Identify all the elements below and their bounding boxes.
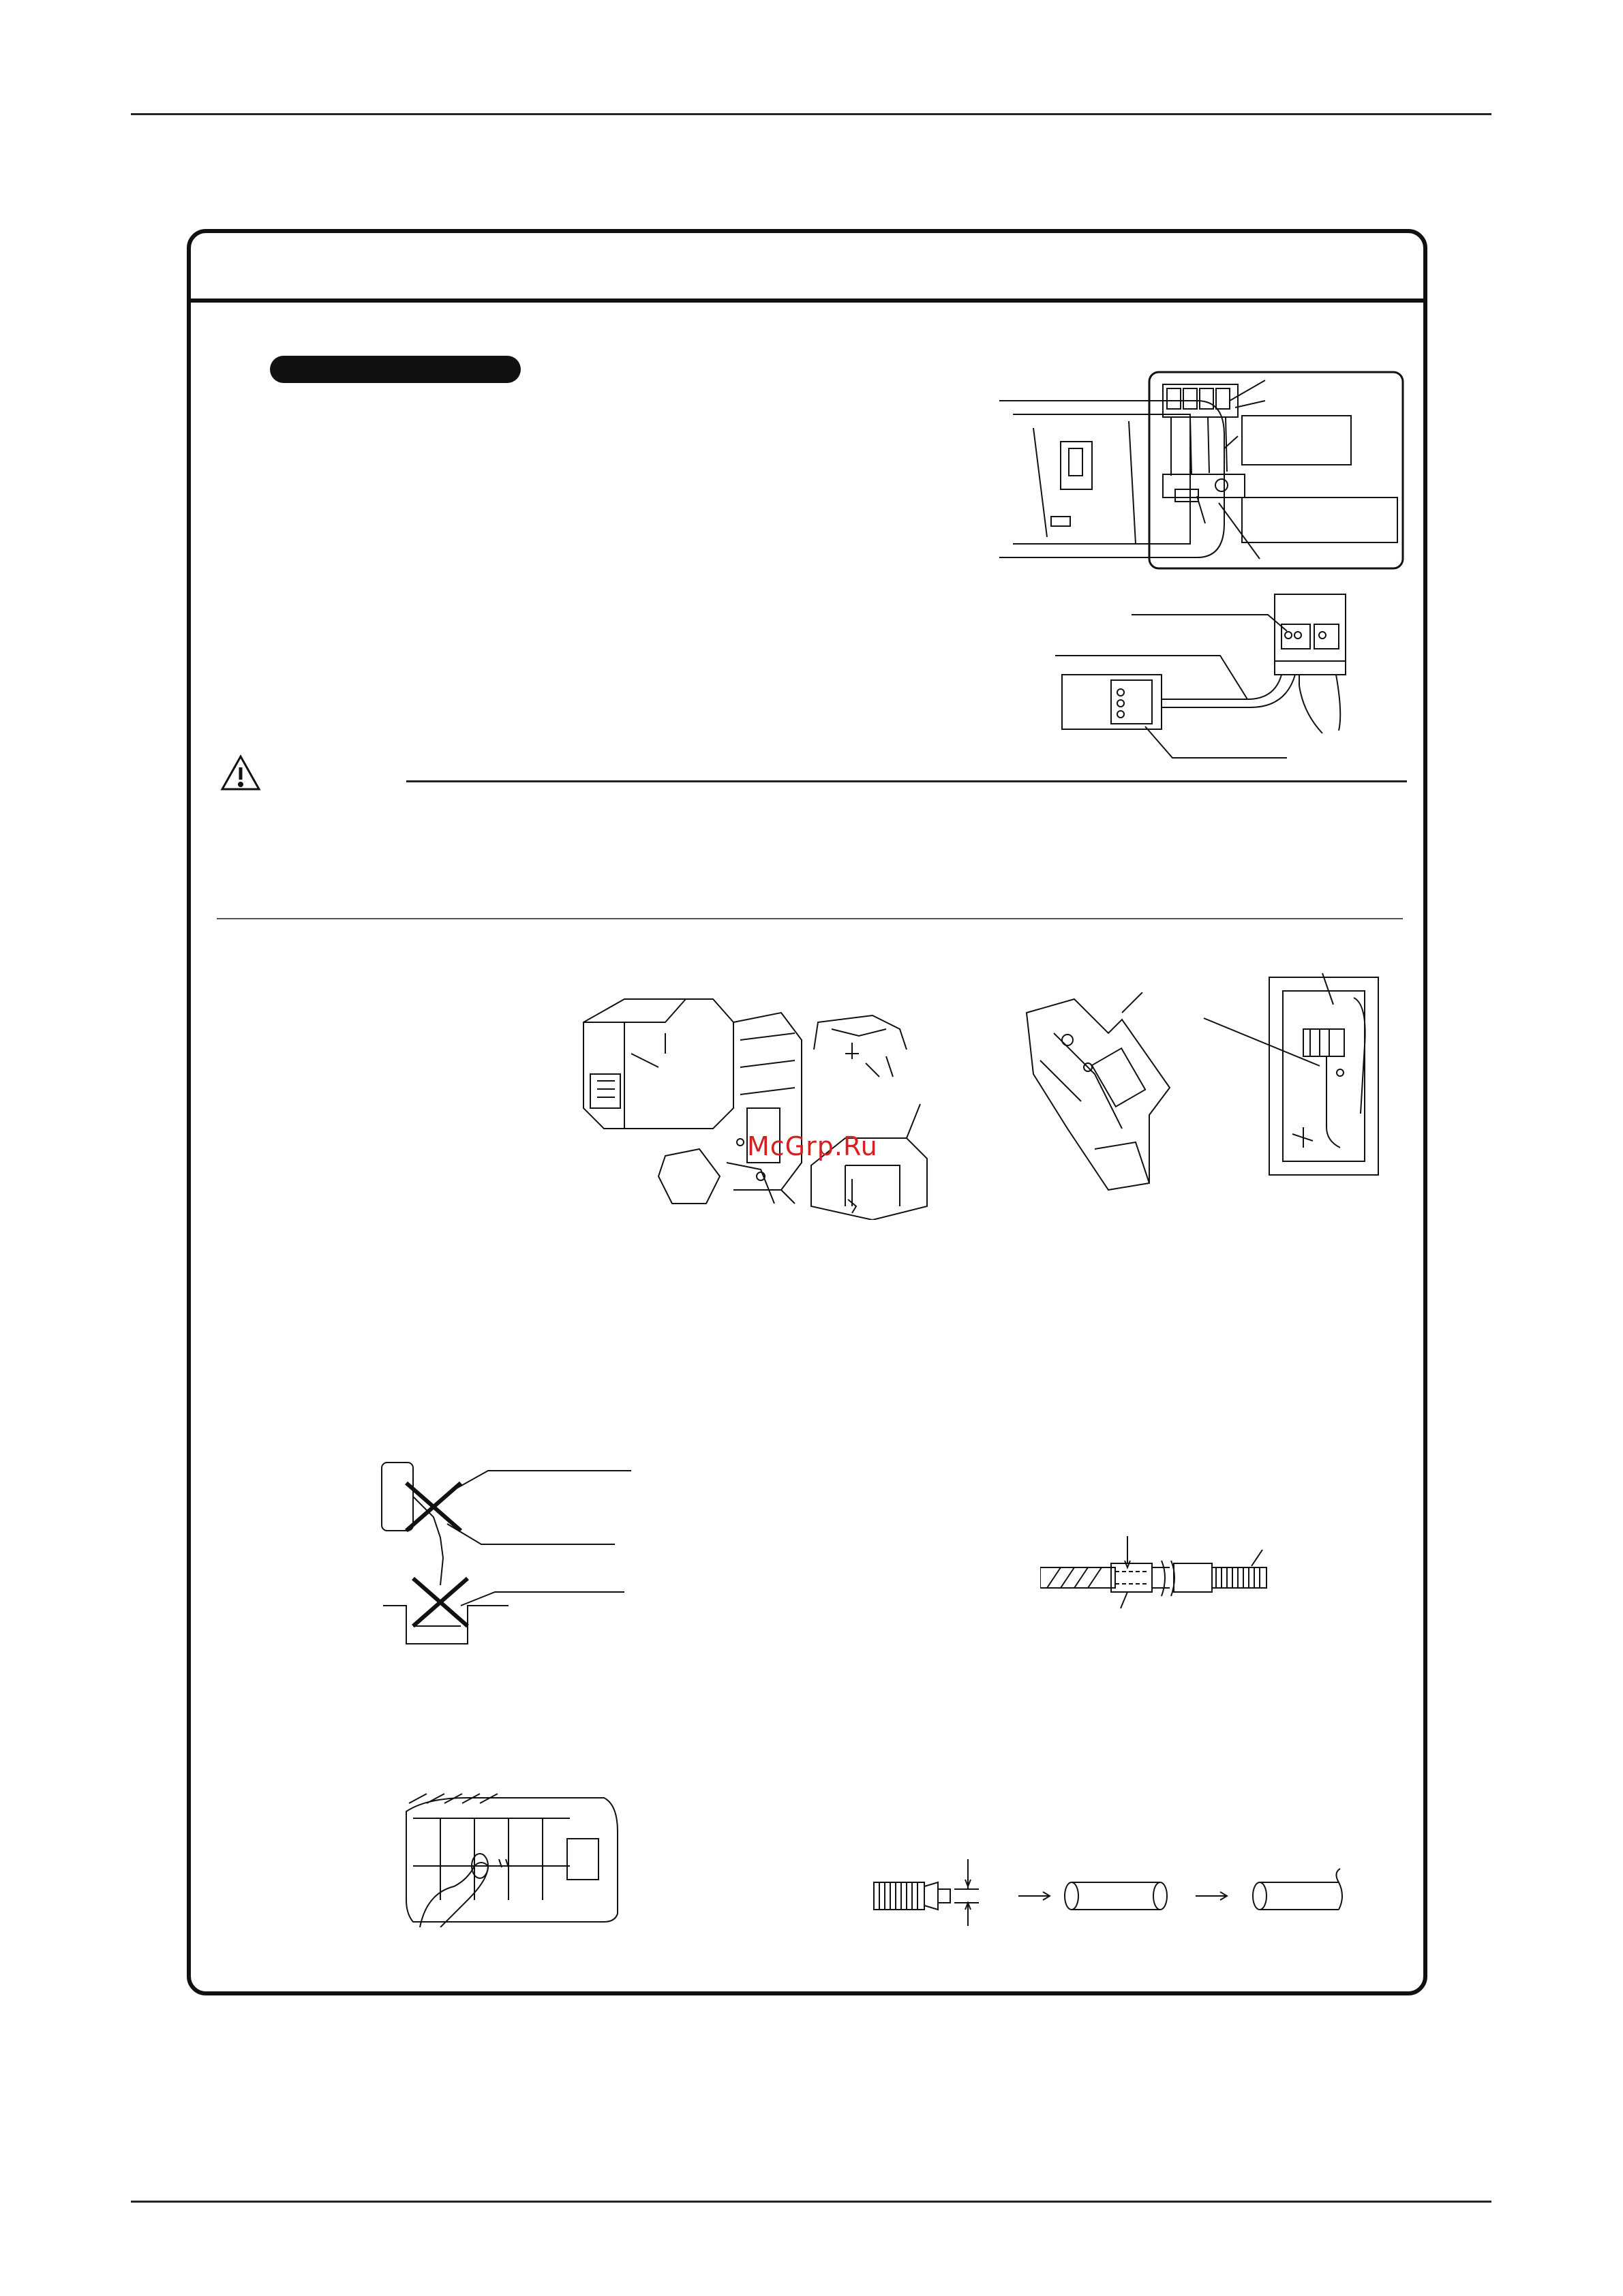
watermark-text: McGrp.Ru: [747, 1131, 878, 1161]
drain-hose-incorrect-figure: [372, 1456, 631, 1647]
indoor-unit-terminal-figure: [992, 360, 1407, 572]
caution-underline: [406, 780, 1407, 782]
bottom-rule: [131, 2201, 1491, 2203]
warning-triangle-icon: [219, 754, 262, 792]
filter-hand-figure: [399, 1791, 622, 1927]
top-rule: [131, 113, 1491, 115]
chassis-tilted-figure: [1013, 992, 1190, 1197]
connecting-cable-figure: [1050, 590, 1363, 767]
section-divider: [217, 918, 1403, 919]
hose-fitting-sequence-figure: [870, 1855, 1354, 1930]
pipe-cover-parts-figure: [804, 1002, 941, 1220]
frame-header-divider: [191, 299, 1423, 303]
unit-back-panel-figure: [1183, 964, 1388, 1176]
section-heading-bar: [270, 356, 521, 383]
drain-hose-extension-figure: [1040, 1533, 1272, 1615]
